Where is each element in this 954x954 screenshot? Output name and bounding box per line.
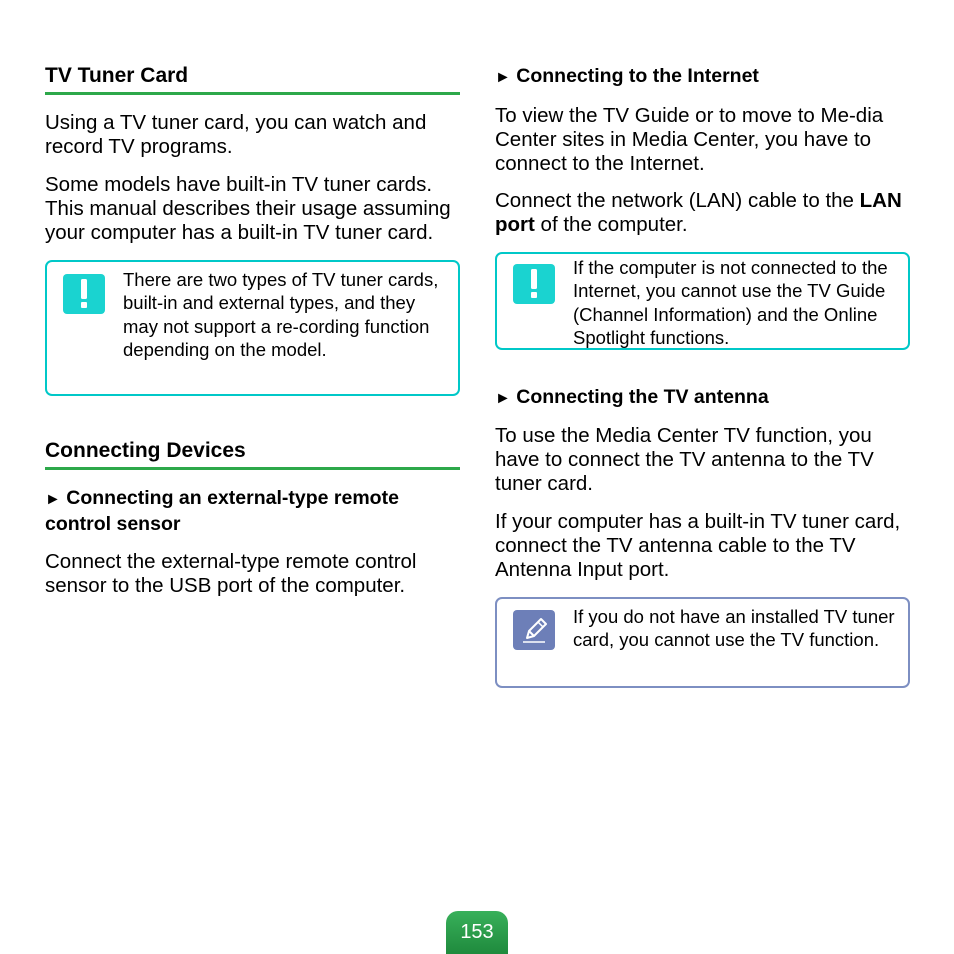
antenna-paragraph: To use the Media Center TV function, you have to connect the TV antenna to the TV tuner card.: [495, 424, 874, 495]
right-column: [495, 0, 910, 688]
subheading-internet-text: Connecting to the Internet: [516, 65, 759, 87]
arrow-icon: ►: [45, 491, 61, 508]
internet-paragraph: To view the TV Guide or to move to Me-dia Center sites in Media Center, you have to connect to the Internet.: [495, 104, 884, 175]
caution-note-tuner-types: [45, 260, 460, 396]
built-in-antenna-paragraph: If your computer has a built-in TV tuner card, connect the TV antenna cable to the TV Antenna Input port.: [495, 510, 901, 581]
subheading-internet: [495, 64, 910, 90]
left-column: [45, 0, 460, 598]
arrow-icon: ►: [495, 69, 511, 86]
subheading-antenna: [495, 385, 910, 411]
arrow-icon: ►: [495, 390, 511, 407]
page-number: 153: [460, 921, 494, 943]
subheading-antenna-text: Connecting the TV antenna: [516, 386, 769, 408]
memo-note-text: If you do not have an installed TV tuner card, you cannot use the TV function.: [573, 606, 895, 651]
section-title-connecting-devices: Connecting Devices: [45, 439, 460, 470]
lan-port-bold: LAN port: [495, 189, 902, 236]
subheading-remote-sensor: [45, 486, 460, 536]
exclamation-icon: [63, 274, 105, 314]
built-in-tuner-paragraph: Some models have built-in TV tuner cards. This manual describes their usage assuming your computer has a built-in TV tuner card.: [45, 173, 451, 244]
lan-text-pre: Connect the network (LAN) cable to the: [495, 189, 860, 212]
exclamation-icon: [513, 264, 555, 304]
remote-sensor-paragraph: Connect the external-type remote control sensor to the USB port of the computer.: [45, 550, 417, 597]
caution-note-text: If the computer is not connected to the Internet, you cannot use the TV Guide (Channel Information) and the Online Spotlight functions.: [573, 257, 888, 348]
pencil-icon: [513, 610, 555, 650]
caution-note-internet: [495, 252, 910, 350]
lan-text-post: of the computer.: [534, 213, 688, 236]
page-number-tab: [446, 911, 508, 954]
caution-note-text: There are two types of TV tuner cards, built-in and external types, and they may not support a re-cording function depending on the model.: [123, 269, 439, 360]
memo-note-no-tuner: [495, 597, 910, 688]
subheading-remote-sensor-text: Connecting an external-type remote control sensor: [45, 487, 399, 535]
section-title-tv-tuner-card: TV Tuner Card: [45, 64, 460, 95]
lan-cable-paragraph: [495, 189, 910, 237]
tv-tuner-intro-paragraph: Using a TV tuner card, you can watch and record TV programs.: [45, 111, 427, 158]
